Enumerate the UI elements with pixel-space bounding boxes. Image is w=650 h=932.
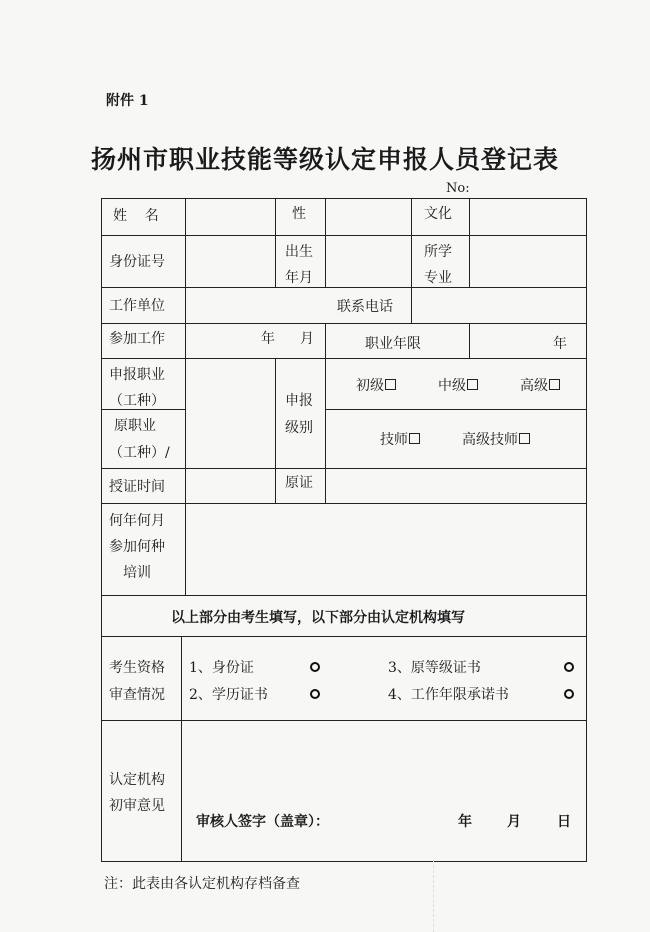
- birth-label-line1: 出生: [285, 244, 313, 260]
- cert-time-label: 授证时间: [109, 479, 165, 495]
- level-middle-option[interactable]: [438, 379, 478, 393]
- row-line: [101, 409, 185, 410]
- form-title: 扬州市职业技能等级认定申报人员登记表: [90, 145, 559, 174]
- level-junior-label: 初级: [356, 378, 384, 394]
- column-line: [181, 636, 182, 862]
- level-technician-option[interactable]: [380, 433, 420, 447]
- review-item-diploma: 2、学历证书: [189, 687, 268, 703]
- apply-job-label-line1: 申报职业: [109, 367, 165, 383]
- education-label: 文化: [424, 206, 452, 222]
- paper-fold-line: [433, 860, 434, 932]
- major-label-line1: 所学: [424, 244, 452, 260]
- review-label-line1: 考生资格: [109, 660, 165, 676]
- row-line: [101, 636, 587, 637]
- review-item-id-card: 1、身份证: [189, 660, 254, 676]
- birth-label-line2: 年月: [285, 270, 313, 286]
- ring-icon[interactable]: [310, 689, 320, 699]
- registration-table: [101, 198, 587, 862]
- review-label-line2: 审查情况: [109, 687, 165, 703]
- opinion-label-line2: 初审意见: [109, 798, 165, 814]
- level-senior-technician-label: 高级技师: [462, 432, 518, 448]
- training-label-line1: 何年何月: [109, 513, 165, 529]
- level-senior-option[interactable]: [520, 379, 560, 393]
- work-years-unit: 年: [553, 336, 567, 352]
- orig-cert-label: 原证: [285, 475, 313, 491]
- row-line: [101, 323, 587, 324]
- row-line: [101, 358, 587, 359]
- row-line: [325, 409, 587, 410]
- column-line: [411, 288, 412, 323]
- level-junior-option[interactable]: [356, 379, 396, 393]
- attachment-label: 附件 1: [106, 93, 149, 109]
- column-line: [411, 198, 412, 288]
- level-senior-technician-option[interactable]: [462, 433, 530, 447]
- work-unit-label: 工作单位: [109, 298, 165, 314]
- row-line: [101, 287, 587, 288]
- level-middle-label: 中级: [438, 378, 466, 394]
- row-line: [101, 235, 587, 236]
- ring-icon[interactable]: [564, 662, 574, 672]
- name-label: 姓 名: [113, 208, 159, 224]
- junior-checkbox[interactable]: [385, 379, 396, 390]
- level-label-line1: 申报: [285, 393, 313, 409]
- footnote: 注：此表由各认定机构存档备查: [104, 876, 300, 892]
- senior-checkbox[interactable]: [549, 379, 560, 390]
- ring-icon[interactable]: [564, 689, 574, 699]
- id-number-label: 身份证号: [109, 254, 165, 270]
- training-label-line3: 培训: [123, 565, 151, 581]
- training-label-line2: 参加何种: [109, 539, 165, 555]
- column-line: [325, 198, 326, 288]
- column-line: [325, 323, 326, 504]
- join-work-month: 月: [300, 331, 314, 347]
- join-work-label: 参加工作: [109, 331, 165, 347]
- ring-icon[interactable]: [310, 662, 320, 672]
- phone-label: 联系电话: [337, 299, 393, 315]
- section-divider-text: 以上部分由考生填写，以下部分由认定机构填写: [171, 610, 465, 626]
- column-line: [275, 358, 276, 504]
- row-line: [101, 503, 587, 504]
- opinion-label-line1: 认定机构: [109, 772, 165, 788]
- senior-technician-checkbox[interactable]: [519, 433, 530, 444]
- column-line: [469, 198, 470, 288]
- technician-checkbox[interactable]: [409, 433, 420, 444]
- signature-label: 审核人签字（盖章）：: [196, 814, 329, 830]
- level-label-line2: 级别: [285, 420, 313, 436]
- serial-number-label: No:: [446, 181, 470, 196]
- middle-checkbox[interactable]: [467, 379, 478, 390]
- gender-label: 性: [292, 206, 306, 222]
- orig-job-label-line1: 原职业: [114, 418, 156, 434]
- row-line: [101, 468, 587, 469]
- row-line: [101, 595, 587, 596]
- orig-job-label-line2: （工种）/: [109, 445, 170, 461]
- work-years-label: 职业年限: [365, 336, 421, 352]
- level-technician-label: 技师: [380, 432, 408, 448]
- row-line: [101, 720, 587, 721]
- signature-month: 月: [507, 814, 521, 830]
- column-line: [275, 198, 276, 288]
- signature-year: 年: [458, 814, 472, 830]
- join-work-year: 年: [261, 331, 275, 347]
- table-border: [101, 198, 587, 862]
- column-line: [469, 323, 470, 358]
- signature-day: 日: [557, 814, 571, 830]
- level-senior-label: 高级: [520, 378, 548, 394]
- review-item-orig-cert: 3、原等级证书: [388, 660, 481, 676]
- review-item-commitment: 4、工作年限承诺书: [388, 687, 509, 703]
- major-label-line2: 专业: [424, 270, 452, 286]
- apply-job-label-line2: （工种）: [109, 393, 165, 409]
- column-line: [185, 198, 186, 596]
